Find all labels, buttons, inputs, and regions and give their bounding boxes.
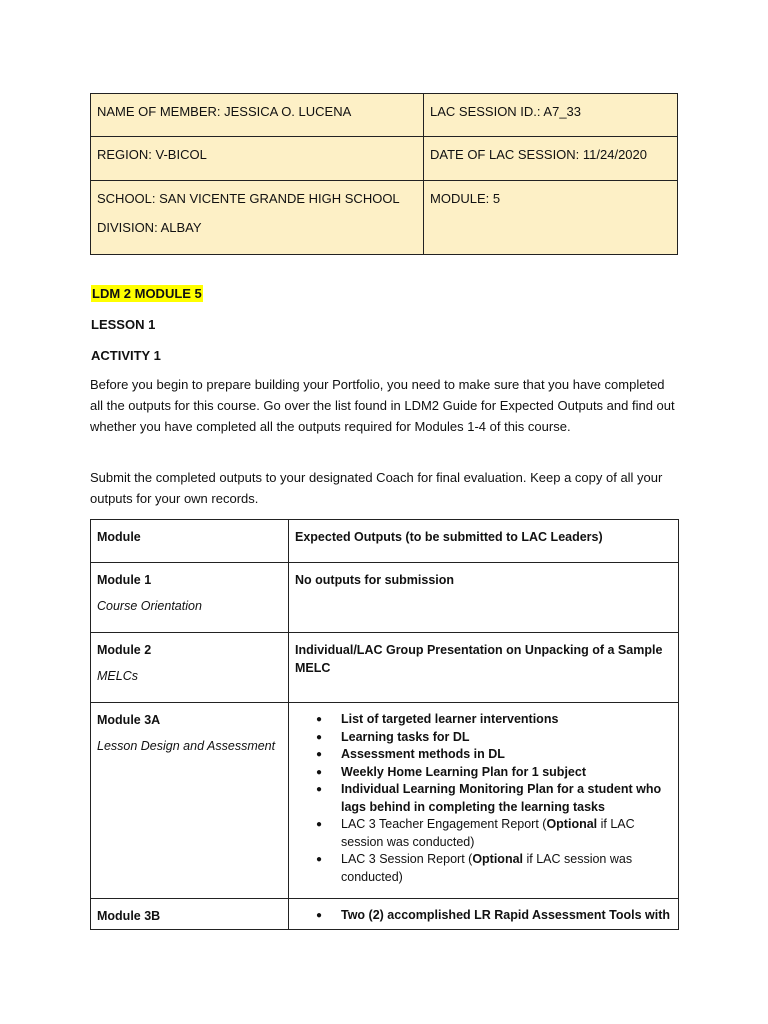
- member-info-table: [90, 93, 678, 255]
- module-subtitle: Lesson Design and Assessment: [97, 739, 276, 753]
- optional-label: Optional: [472, 852, 524, 866]
- instruction-paragraph-2: Submit the completed outputs to your designated Coach for final evaluation. Keep a copy of all your outputs for your own records.: [90, 470, 663, 506]
- ldm-heading: [91, 286, 203, 301]
- table-header-row: [91, 520, 679, 563]
- module-name: Module 2: [97, 643, 152, 657]
- outputs-cell: Individual/LAC Group Presentation on Unpacking of a Sample MELC: [289, 633, 679, 703]
- list-item: ● Individual Learning Monitoring Plan for a student who lags behind in completing the learning tasks: [341, 781, 672, 816]
- header-expected-outputs: Expected Outputs (to be submitted to LAC Leaders): [289, 520, 679, 563]
- list-item: [341, 816, 672, 851]
- table-row: [91, 633, 679, 703]
- outputs-cell: [289, 703, 679, 899]
- ldm-heading-text: LDM 2 MODULE 5: [92, 286, 202, 301]
- outputs-list: [295, 907, 672, 925]
- module-cell: [91, 633, 289, 703]
- lac-session-id: LAC SESSION ID.: A7_33: [424, 94, 678, 137]
- lac-session-date: DATE OF LAC SESSION: 11/24/2020: [424, 137, 678, 181]
- expected-outputs-table: [90, 519, 679, 930]
- module-cell: [91, 563, 289, 633]
- list-item: ● Two (2) accomplished LR Rapid Assessment Tools with: [341, 907, 672, 925]
- school: SCHOOL: SAN VICENTE GRANDE HIGH SCHOOL: [97, 191, 400, 206]
- instruction-paragraph-1: Before you begin to prepare building your Portfolio, you need to make sure that you have completed all the outputs for this course. Go over the list found in LDM2 Guide for Expected Outputs and find out whether you have completed all the outputs required for Modules 1-4 of this course.: [90, 377, 675, 434]
- module-subtitle: MELCs: [97, 669, 138, 683]
- region: REGION: V-BICOL: [91, 137, 424, 181]
- list-item: ● Assessment methods in DL: [341, 746, 672, 764]
- outputs-list: [295, 711, 672, 886]
- module-name: Module 1: [97, 573, 152, 587]
- item-text: if LAC session was conducted): [341, 817, 635, 849]
- school-division-cell: [91, 181, 424, 255]
- module-name: Module 3B: [97, 909, 161, 923]
- table-row: [91, 563, 679, 633]
- module-cell: [91, 703, 289, 899]
- activity-heading: ACTIVITY 1: [91, 348, 161, 363]
- list-item: ● Weekly Home Learning Plan for 1 subject: [341, 764, 672, 782]
- item-text: LAC 3 Teacher Engagement Report (: [341, 817, 547, 831]
- module-subtitle: Course Orientation: [97, 599, 202, 613]
- table-row: [91, 703, 679, 899]
- list-item: ● Learning tasks for DL: [341, 729, 672, 747]
- division: DIVISION: ALBAY: [97, 220, 202, 235]
- lesson-heading: LESSON 1: [91, 317, 156, 332]
- module-number: MODULE: 5: [424, 181, 678, 255]
- module-cell: [91, 899, 289, 930]
- table-row: [91, 899, 679, 930]
- item-text: if LAC session was conducted): [341, 852, 633, 884]
- member-name: NAME OF MEMBER: JESSICA O. LUCENA: [91, 94, 424, 137]
- list-item: ● List of targeted learner interventions: [341, 711, 672, 729]
- item-text: LAC 3 Session Report (: [341, 852, 473, 866]
- header-module: Module: [91, 520, 289, 563]
- outputs-cell: No outputs for submission: [289, 563, 679, 633]
- module-name: Module 3A: [97, 713, 161, 727]
- outputs-cell: [289, 899, 679, 930]
- list-item: [341, 851, 672, 886]
- optional-label: Optional: [546, 817, 598, 831]
